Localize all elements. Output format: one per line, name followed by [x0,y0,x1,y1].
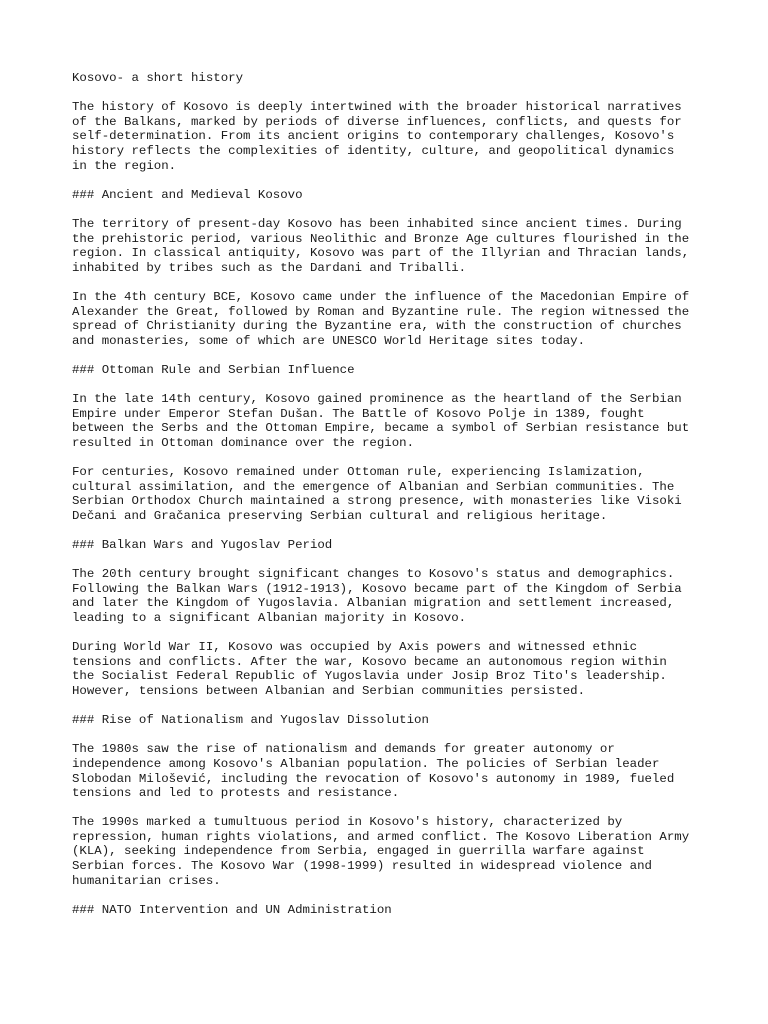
body-paragraph [72,100,712,173]
section-heading [72,903,712,918]
text-line: repression, human rights violations, and armed conflict. The Kosovo Liberation Army [72,829,690,844]
body-paragraph [72,217,712,275]
text-line: history reflects the complexities of identity, culture, and geopolitical dynamics [72,143,675,158]
text-line: Dečani and Gračanica preserving Serbian cultural and religious heritage. [72,508,608,523]
document-title: Kosovo- a short history [72,71,244,85]
text-line: resulted in Ottoman dominance over the region. [72,435,415,450]
body-paragraph [72,290,712,348]
text-line: (KLA), seeking independence from Serbia, engaged in guerrilla warfare against [72,844,645,859]
text-line: Alexander the Great, followed by Roman and Byzantine rule. The region witnessed the [72,304,690,319]
body-paragraph [72,640,712,698]
text-line: ### Balkan Wars and Yugoslav Period [72,538,333,552]
text-line: tensions and conflicts. After the war, Kosovo became an autonomous region within [72,654,667,669]
text-line: The history of Kosovo is deeply intertwined with the broader historical narratives [72,100,682,115]
text-line: leading to a significant Albanian majority in Kosovo. [72,610,467,625]
text-line: The 1980s saw the rise of nationalism and demands for greater autonomy or [72,742,615,757]
text-line: However, tensions between Albanian and Serbian communities persisted. [72,683,586,698]
text-line: Slobodan Milošević, including the revocation of Kosovo's autonomy in 1989, fueled [72,771,675,786]
text-line: cultural assimilation, and the emergence of Albanian and Serbian communities. The [72,479,675,494]
body-paragraph [72,567,712,625]
text-line: Empire under Emperor Stefan Dušan. The Battle of Kosovo Polje in 1389, fought [72,406,645,421]
text-line: spread of Christianity during the Byzantine era, with the construction of churches [72,319,682,334]
section-heading [72,713,712,728]
text-line: In the late 14th century, Kosovo gained prominence as the heartland of the Serbian [72,392,682,407]
document-page [72,71,712,932]
text-line: For centuries, Kosovo remained under Ottoman rule, experiencing Islamization, [72,465,645,480]
text-line: In the 4th century BCE, Kosovo came under the influence of the Macedonian Empire of [72,289,690,304]
text-line: and monasteries, some of which are UNESCO World Heritage sites today. [72,333,586,348]
text-line: ### Ancient and Medieval Kosovo [72,187,303,202]
text-line: ### Ottoman Rule and Serbian Influence [72,362,355,377]
text-line: between the Serbs and the Ottoman Empire, became a symbol of Serbian resistance but [72,421,690,436]
text-line: self-determination. From its ancient origins to contemporary challenges, Kosovo's [72,129,675,144]
text-line: The territory of present-day Kosovo has been inhabited since ancient times. During [72,216,682,231]
text-line: independence among Kosovo's Albanian population. The policies of Serbian leader [72,756,660,771]
text-line: and later the Kingdom of Yugoslavia. Albanian migration and settlement increased, [72,596,675,611]
body-paragraph [72,742,712,800]
section-heading [72,188,712,203]
text-line: The 20th century brought significant changes to Kosovo's status and demographics. [72,567,675,582]
text-line: the Socialist Federal Republic of Yugoslavia under Josip Broz Tito's leadership. [72,669,667,684]
body-paragraph [72,392,712,450]
text-line: humanitarian crises. [72,873,221,888]
text-line: the prehistoric period, various Neolithic and Bronze Age cultures flourished in the [72,231,690,246]
text-line: ### Rise of Nationalism and Yugoslav Dissolution [72,713,429,728]
section-heading [72,538,712,553]
text-line: The 1990s marked a tumultuous period in Kosovo's history, characterized by [72,815,623,830]
text-line: Serbian forces. The Kosovo War (1998-1999) resulted in widespread violence and [72,859,652,874]
text-line: inhabited by tribes such as the Dardani and Triballi. [72,260,467,275]
text-line: ### NATO Intervention and UN Administration [72,902,392,917]
text-line: of the Balkans, marked by periods of diverse influences, conflicts, and quests for [72,114,682,129]
body-paragraph [72,465,712,523]
section-heading [72,363,712,378]
text-line: in the region. [72,158,177,173]
text-line: During World War II, Kosovo was occupied by Axis powers and witnessed ethnic [72,640,638,655]
text-line: tensions and led to protests and resistance. [72,786,400,801]
text-line: region. In classical antiquity, Kosovo was part of the Illyrian and Thracian lands, [72,246,690,261]
text-line: Serbian Orthodox Church maintained a strong presence, with monasteries like Visoki [72,494,682,509]
document-body [72,100,712,917]
body-paragraph [72,815,712,888]
text-line: Following the Balkan Wars (1912-1913), Kosovo became part of the Kingdom of Serbia [72,581,682,596]
